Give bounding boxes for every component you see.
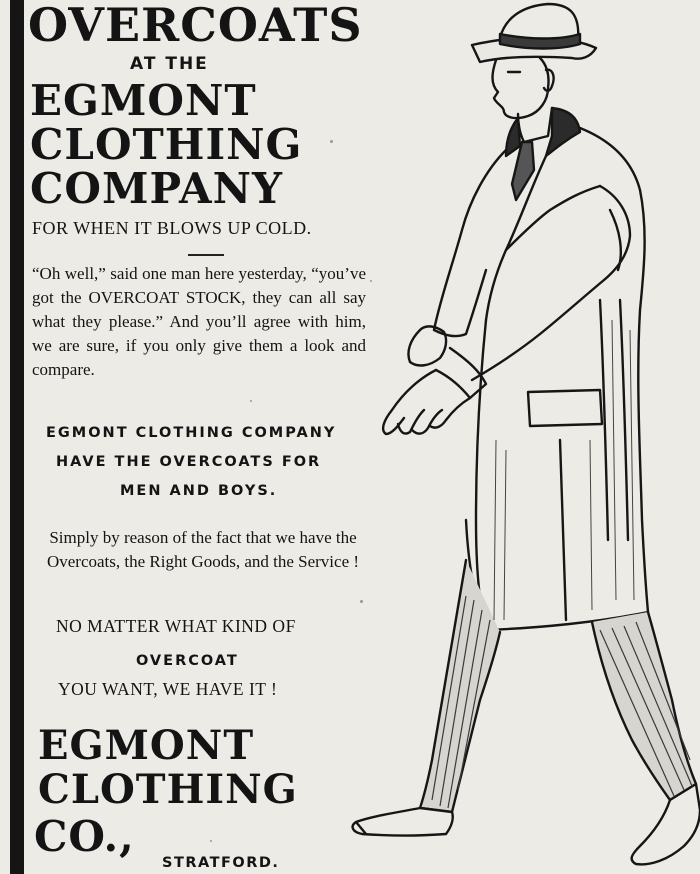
man-in-overcoat-illustration (340, 0, 700, 874)
print-speck (330, 140, 333, 143)
company-name-line1: EGMONT (30, 76, 257, 125)
claim-line1: EGMONT CLOTHING COMPANY (46, 425, 337, 441)
testimonial-paragraph: “Oh well,” said one man here yesterday, “you’ve got the OVERCOAT STOCK, they can all say what they please.” And you’ll agree with him, we are sure, if you only give them a look and compare. (32, 264, 366, 379)
footer-name-line3: CO., (34, 812, 135, 861)
footer-name-line1: EGMONT (38, 722, 255, 769)
claim-line2: HAVE THE OVERCOATS FOR (56, 454, 322, 470)
location-label: STRATFORD. (162, 855, 280, 871)
left-column-rule (10, 0, 24, 874)
divider-rule (188, 254, 224, 256)
company-name-line2: CLOTHING (30, 120, 303, 169)
headline: OVERCOATS (28, 0, 363, 52)
print-speck (250, 400, 252, 402)
no-matter-line3: YOU WANT, WE HAVE IT ! (58, 679, 278, 699)
reason-paragraph: Simply by reason of the fact that we have the Overcoats, the Right Goods, and the Service ! (46, 528, 360, 571)
claim-line3: MEN AND BOYS. (120, 483, 278, 499)
tagline: FOR WHEN IT BLOWS UP COLD. (32, 218, 312, 238)
company-name-line3: COMPANY (30, 164, 283, 213)
at-the-label: AT THE (130, 54, 209, 74)
no-matter-line1: NO MATTER WHAT KIND OF (56, 616, 296, 636)
print-speck (210, 840, 212, 842)
no-matter-line2: OVERCOAT (136, 653, 239, 669)
footer-name-line2: CLOTHING (38, 766, 298, 813)
